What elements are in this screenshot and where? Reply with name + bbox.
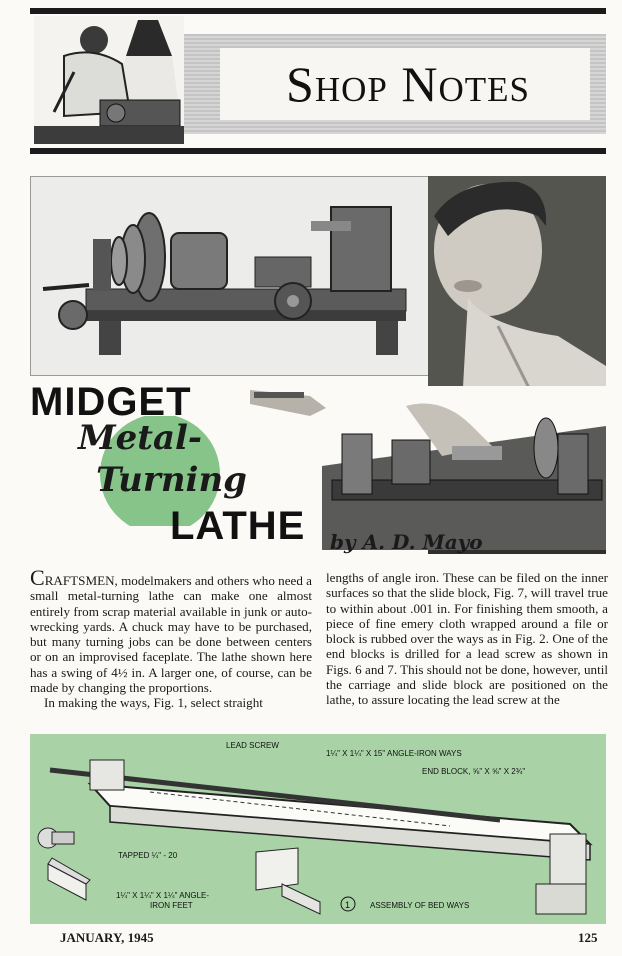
lathe-photo bbox=[30, 176, 430, 376]
headline-line-3: Turning bbox=[96, 460, 247, 500]
header-rule-top bbox=[30, 8, 606, 14]
angle-bracket bbox=[256, 848, 298, 890]
header-banner bbox=[30, 8, 606, 154]
issue-date: JANUARY, 1945 bbox=[60, 930, 154, 945]
article-column-1 bbox=[30, 565, 312, 711]
header-rule-bottom bbox=[30, 148, 606, 154]
label-tapped: TAPPED ¼" - 20 bbox=[118, 851, 178, 860]
label-ways: 1¼" X 1¼" X 15" ANGLE-IRON WAYS bbox=[326, 749, 462, 758]
end-block bbox=[90, 760, 124, 790]
label-feet: 1¼" X 1¼" X 1¼" ANGLE- bbox=[116, 891, 210, 900]
article-paragraph: lengths of angle iron. These can be filed on the inner surfaces so that the slide block, Fig. 7, will travel true to within about .001 in. For finishing them smooth, a piece of fine emery cloth wrapped around a file or block is rubbed over the ways as in Fig. 2. One of the end blocks is drilled for a lead screw as shown in Figs. 6 and 7. This should not be done, however, until the carriage and slide block are positioned on the lathe, to assure locating the lead screw at the bbox=[326, 570, 608, 708]
end-block-right bbox=[550, 834, 586, 884]
machinist-illustration bbox=[34, 16, 184, 144]
figure-caption: ASSEMBLY OF BED WAYS bbox=[370, 901, 470, 910]
byline: by A. D. Mayo bbox=[330, 530, 483, 554]
bed-ways-diagram bbox=[30, 734, 606, 924]
lathe-closeup-photo bbox=[322, 386, 606, 550]
article-paragraph: In making the ways, Fig. 1, select straight bbox=[44, 695, 263, 711]
headline-line-4: LATHE bbox=[170, 504, 306, 548]
label-lead-screw: LEAD SCREW bbox=[226, 741, 279, 750]
drop-cap: C bbox=[30, 565, 45, 590]
figure-number: 1 bbox=[345, 900, 351, 910]
headline-line-2: Metal- bbox=[78, 418, 203, 458]
section-title: Shop Notes bbox=[286, 56, 530, 112]
label-feet-2: IRON FEET bbox=[150, 901, 193, 910]
headline-line-1: MIDGET bbox=[30, 380, 192, 424]
label-end-block: END BLOCK, ⅝" X ⅝" X 2¾" bbox=[422, 767, 526, 776]
hand-wrench-photo bbox=[250, 378, 330, 418]
article-paragraph: RAFTSMEN, modelmakers and others who need a small metal-turning lathe can make one almost entirely from scrap material available in junk or auto-wrecking yards. A chuck may have to be purchased, but many turning jobs can be done between centers or on an improvised faceplate. The lathe shown here has a swing of 4½ in. A larger one, of course, can be made by changing the proportions. bbox=[30, 573, 312, 696]
page-number: 125 bbox=[578, 930, 598, 945]
article-column-2 bbox=[326, 570, 608, 708]
